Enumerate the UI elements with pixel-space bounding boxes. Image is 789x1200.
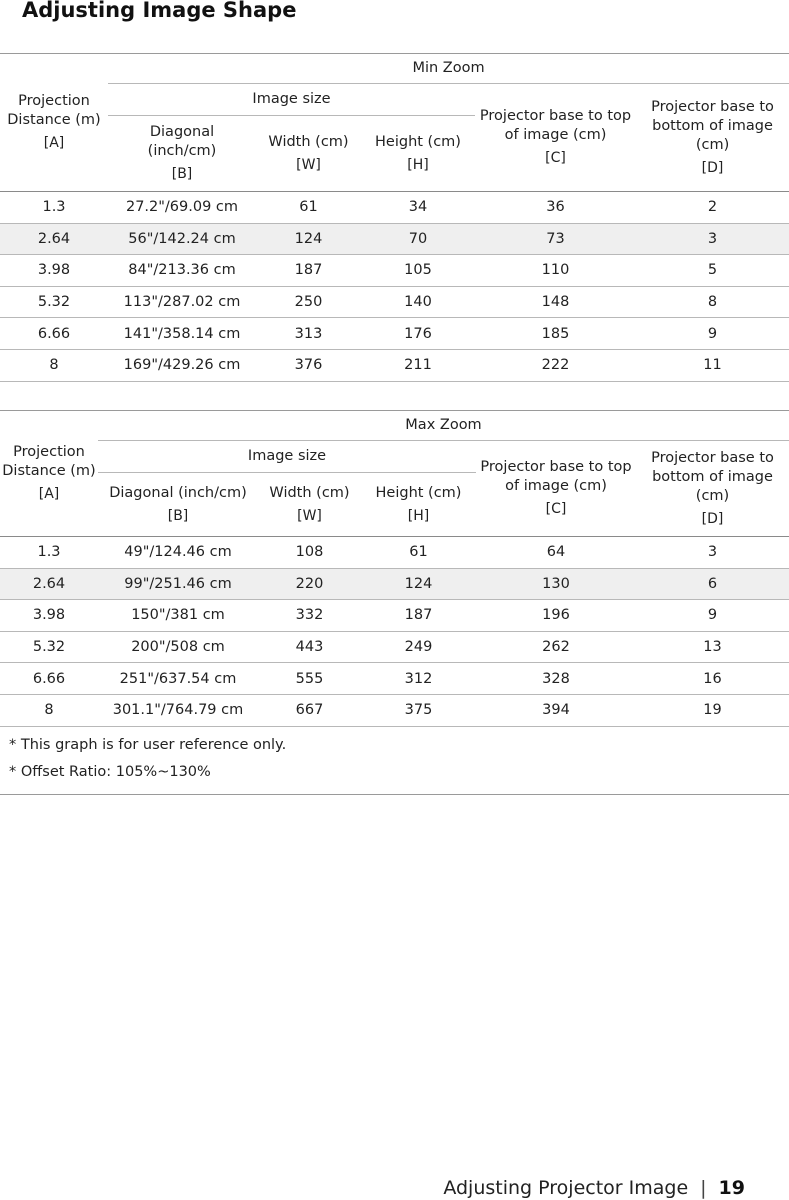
min-zoom-table [0, 53, 789, 382]
cell-diagonal: 301.1"/764.79 cm [98, 694, 258, 726]
cell-height: 211 [361, 349, 475, 381]
cell-bottom: 8 [636, 286, 789, 318]
cell-width: 61 [256, 192, 361, 224]
cell-distance: 2.64 [0, 223, 108, 255]
cell-diagonal: 200"/508 cm [98, 631, 258, 663]
cell-bottom: 3 [636, 537, 789, 569]
cell-top: 185 [475, 318, 636, 350]
cell-top: 222 [475, 349, 636, 381]
cell-top: 73 [475, 223, 636, 255]
cell-bottom: 11 [636, 349, 789, 381]
cell-height: 176 [361, 318, 475, 350]
cell-distance: 1.3 [0, 192, 108, 224]
cell-bottom: 3 [636, 223, 789, 255]
image-size-label: Image size [108, 84, 475, 116]
cell-distance: 6.66 [0, 663, 98, 695]
col-header-diagonal: Diagonal (inch/cm) [B] [98, 473, 258, 537]
col-header-height: Height (cm) [H] [361, 473, 476, 537]
page-footer [443, 1175, 745, 1200]
cell-bottom: 9 [636, 318, 789, 350]
cell-top: 148 [475, 286, 636, 318]
col-header-height: Height (cm) [H] [361, 116, 475, 192]
page-number: 19 [718, 1177, 745, 1199]
cell-distance: 6.66 [0, 318, 108, 350]
cell-distance: 8 [0, 694, 98, 726]
cell-top: 328 [476, 663, 636, 695]
col-header-top: Projector base to top of image (cm) [C] [475, 84, 636, 192]
cell-top: 36 [475, 192, 636, 224]
col-header-distance: Projection Distance (m) [A] [0, 411, 98, 537]
cell-diagonal: 99"/251.46 cm [98, 568, 258, 600]
page-title: Adjusting Image Shape [22, 0, 297, 22]
table-row [0, 600, 789, 632]
cell-diagonal: 150"/381 cm [98, 600, 258, 632]
notes [0, 727, 789, 795]
cell-top: 196 [476, 600, 636, 632]
cell-diagonal: 251"/637.54 cm [98, 663, 258, 695]
cell-width: 187 [256, 255, 361, 287]
cell-height: 312 [361, 663, 476, 695]
cell-distance: 5.32 [0, 631, 98, 663]
table-row [0, 255, 789, 287]
cell-width: 332 [258, 600, 361, 632]
cell-width: 667 [258, 694, 361, 726]
cell-top: 394 [476, 694, 636, 726]
table-row [0, 568, 789, 600]
col-header-bottom: Projector base to bottom of image (cm) [D] [636, 84, 789, 192]
cell-bottom: 6 [636, 568, 789, 600]
note-reference: * This graph is for user reference only. [9, 737, 287, 753]
cell-distance: 1.3 [0, 537, 98, 569]
table-row [0, 694, 789, 726]
cell-bottom: 5 [636, 255, 789, 287]
col-header-top: Projector base to top of image (cm) [C] [476, 441, 636, 537]
cell-width: 555 [258, 663, 361, 695]
col-header-diagonal: Diagonal (inch/cm) [B] [108, 116, 256, 192]
table-row [0, 663, 789, 695]
cell-top: 262 [476, 631, 636, 663]
col-header-width: Width (cm) [W] [256, 116, 361, 192]
cell-distance: 5.32 [0, 286, 108, 318]
cell-diagonal: 141"/358.14 cm [108, 318, 256, 350]
cell-width: 220 [258, 568, 361, 600]
col-header-width: Width (cm) [W] [258, 473, 361, 537]
cell-height: 105 [361, 255, 475, 287]
cell-bottom: 9 [636, 600, 789, 632]
cell-height: 249 [361, 631, 476, 663]
cell-width: 124 [256, 223, 361, 255]
cell-distance: 8 [0, 349, 108, 381]
cell-height: 375 [361, 694, 476, 726]
cell-width: 313 [256, 318, 361, 350]
cell-bottom: 2 [636, 192, 789, 224]
cell-width: 376 [256, 349, 361, 381]
table-row [0, 223, 789, 255]
cell-diagonal: 113"/287.02 cm [108, 286, 256, 318]
max-zoom-rows [0, 537, 789, 727]
cell-height: 34 [361, 192, 475, 224]
image-size-label: Image size [98, 441, 476, 473]
cell-diagonal: 49"/124.46 cm [98, 537, 258, 569]
footer-section: Adjusting Projector Image [443, 1177, 689, 1199]
cell-height: 70 [361, 223, 475, 255]
cell-bottom: 13 [636, 631, 789, 663]
min-zoom-rows [0, 192, 789, 382]
zoom-label: Max Zoom [98, 411, 789, 441]
cell-height: 140 [361, 286, 475, 318]
max-zoom-table [0, 410, 789, 727]
footer-separator: | [700, 1177, 707, 1199]
cell-top: 130 [476, 568, 636, 600]
cell-diagonal: 56"/142.24 cm [108, 223, 256, 255]
cell-height: 61 [361, 537, 476, 569]
cell-bottom: 16 [636, 663, 789, 695]
cell-distance: 2.64 [0, 568, 98, 600]
col-header-bottom: Projector base to bottom of image (cm) [D] [636, 441, 789, 537]
note-offset-ratio: * Offset Ratio: 105%~130% [9, 764, 211, 780]
zoom-label: Min Zoom [108, 54, 789, 84]
cell-height: 187 [361, 600, 476, 632]
table-row [0, 286, 789, 318]
cell-distance: 3.98 [0, 255, 108, 287]
cell-width: 443 [258, 631, 361, 663]
cell-bottom: 19 [636, 694, 789, 726]
table-row [0, 349, 789, 381]
table-row [0, 192, 789, 224]
table-row [0, 631, 789, 663]
table-row [0, 318, 789, 350]
cell-top: 64 [476, 537, 636, 569]
table-row [0, 537, 789, 569]
cell-width: 108 [258, 537, 361, 569]
col-header-distance: Projection Distance (m) [A] [0, 54, 108, 192]
cell-diagonal: 84"/213.36 cm [108, 255, 256, 287]
cell-diagonal: 169"/429.26 cm [108, 349, 256, 381]
cell-distance: 3.98 [0, 600, 98, 632]
cell-height: 124 [361, 568, 476, 600]
cell-diagonal: 27.2"/69.09 cm [108, 192, 256, 224]
cell-width: 250 [256, 286, 361, 318]
cell-top: 110 [475, 255, 636, 287]
